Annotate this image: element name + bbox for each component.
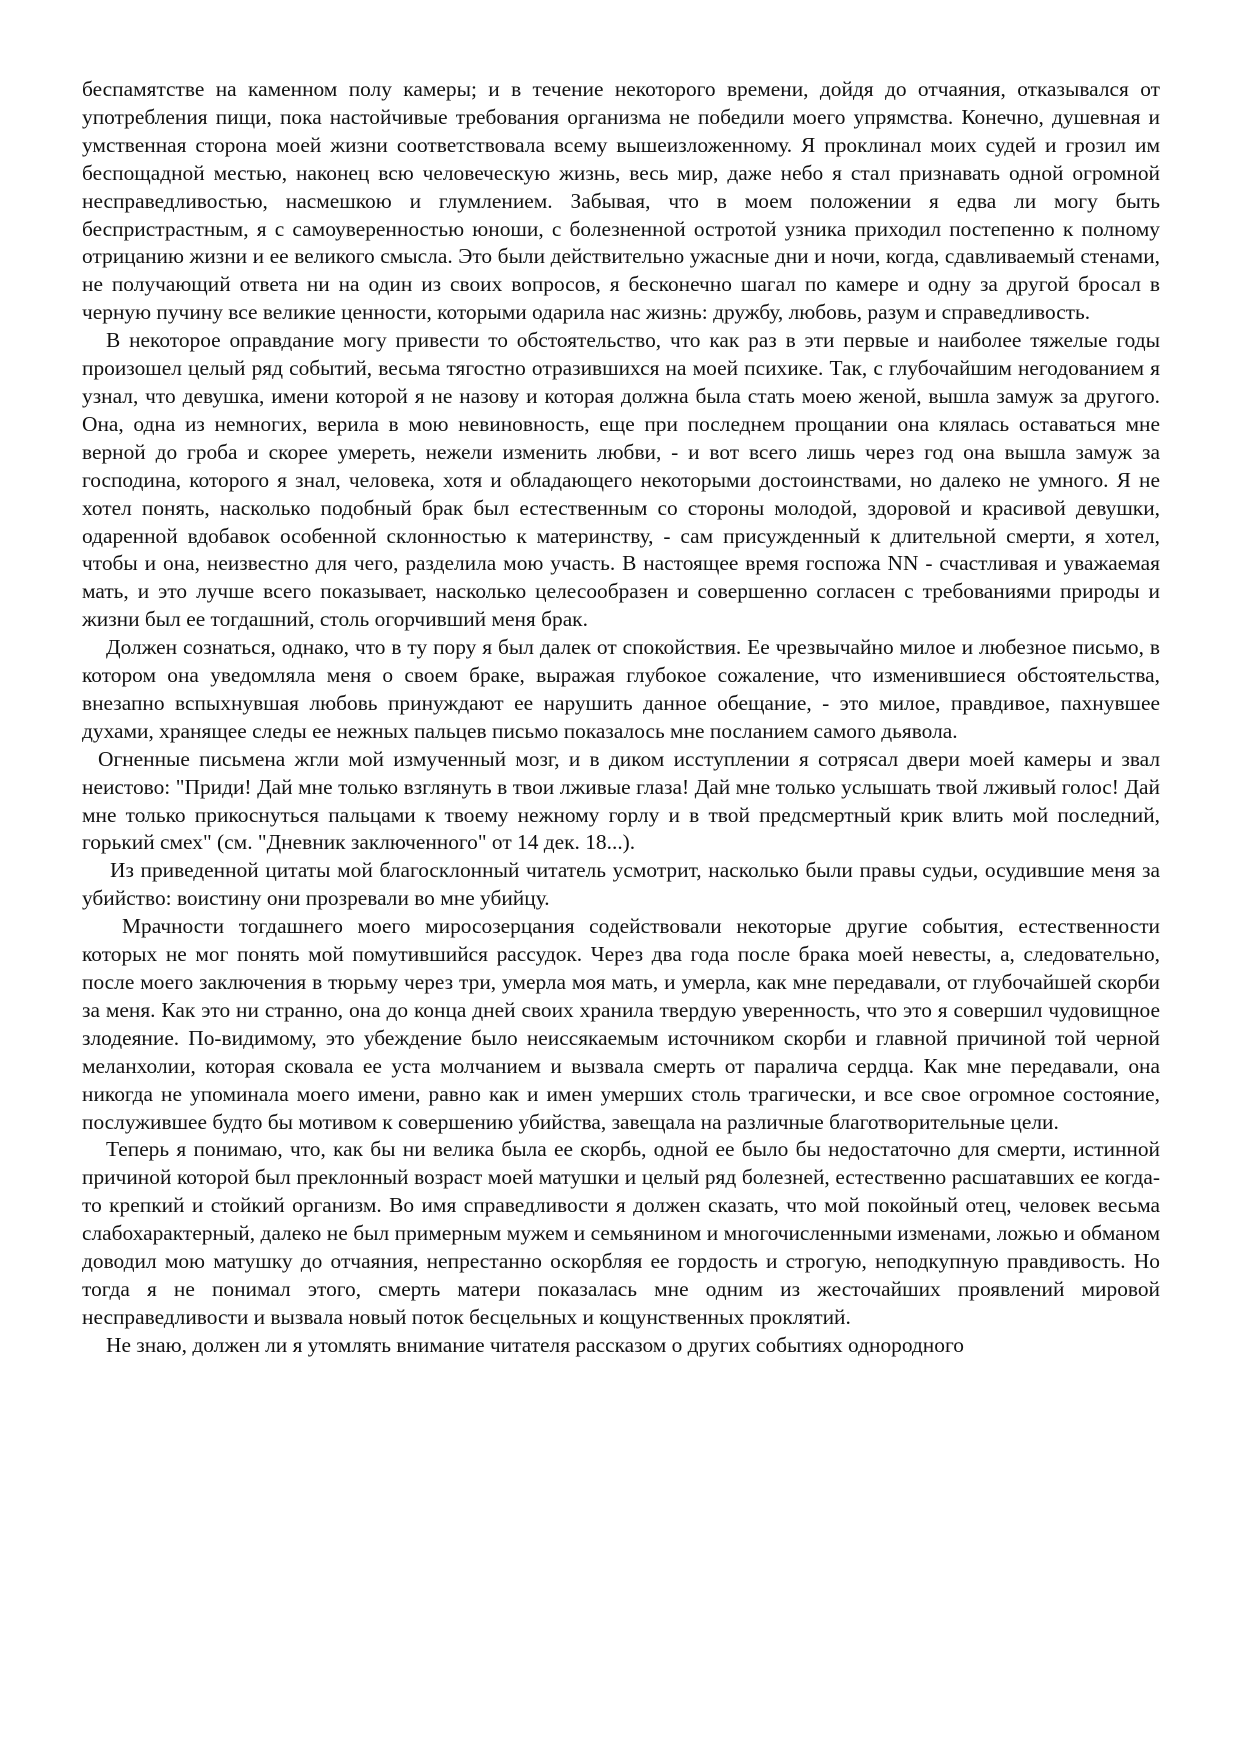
- paragraph-2: В некоторое оправдание могу привести то обстоятельство, что как раз в эти первые и наиболее тяжелые годы произошел целый ряд событий, весьма тягостно отразившихся на моей психике. Так, с глубочайшим негодованием я узнал, что девушка, имени которой я не назову и которая должна была стать моею женой, вышла замуж за другого. Она, одна из немногих, верила в мою невиновность, еще при последнем прощании она клялась оставаться мне верной до гроба и скорее умереть, нежели изменить любви, - и вот всего лишь через год она вышла замуж за господина, которого я знал, человека, хотя и обладающего некоторыми достоинствами, но далеко не умного. Я не хотел понять, насколько подобный брак был естественным со стороны молодой, здоровой и красивой девушки, одаренной вдобавок особенной склонностью к материнству, - сам присужденный к длительной смерти, я хотел, чтобы и она, неизвестно для чего, разделила мою участь. В настоящее время госпожа NN - счастливая и уважаемая мать, и это лучше всего показывает, насколько целесообразен и совершенно согласен с требованиями природы и жизни был ее тогдашний, столь огорчивший меня брак.: [82, 328, 1160, 632]
- paragraph-4: Огненные письмена жгли мой измученный мозг, и в диком исступлении я сотрясал двери моей камеры и звал неистово: "Приди! Дай мне только взглянуть в твои лживые глаза! Дай мне только услышать твой лживый голос! Дай мне только прикоснуться пальцами к твоему нежному горлу и в твой предсмертный крик влить мой последний, горький смех" (см. "Дневник заключенного" от 14 дек. 18...).: [82, 746, 1160, 855]
- paragraph-7: Теперь я понимаю, что, как бы ни велика была ее скорбь, одной ее было бы недостаточно для смерти, истинной причиной которой был преклонный возраст моей матушки и целый ряд болезней, естественно расшатавших ее когда-то крепкий и стойкий организм. Во имя справедливости я должен сказать, что мой покойный отец, человек весьма слабохарактерный, далеко не был примерным мужем и семьянином и многочисленными изменами, ложью и обманом доводил мою матушку до отчаяния, непрестанно оскорбляя ее гордость и строгую, неподкупную правдивость. Но тогда я не понимал этого, смерть матери показалась мне одним из жесточайших проявлений мировой несправедливости и вызвала новый поток бесцельных и кощунственных проклятий.: [82, 1137, 1160, 1329]
- paragraph-1: беспамятстве на каменном полу камеры; и в течение некоторого времени, дойдя до отчаяния, отказывался от употребления пищи, пока настойчивые требования организма не победили моего упрямства. Конечно, душевная и умственная сторона моей жизни соответствовала всему вышеизложенному. Я проклинал моих судей и грозил им беспощадной местью, наконец всю человеческую жизнь, весь мир, даже небо я стал признавать одной огромной несправедливостью, насмешкою и глумлением. Забывая, что в моем положении я едва ли могу быть беспристрастным, я с самоуверенностью юноши, с болезненной остротой узника приходил постепенно к полному отрицанию жизни и ее великого смысла. Это были действительно ужасные дни и ночи, когда, сдавливаемый стенами, не получающий ответа ни на один из своих вопросов, я бесконечно шагал по камере и одну за другой бросал в черную пучину все великие ценности, которыми одарила нас жизнь: дружбу, любовь, разум и справедливость.: [82, 77, 1160, 325]
- paragraph-8: Не знаю, должен ли я утомлять внимание читателя рассказом о других событиях однородного: [106, 1332, 964, 1357]
- document-page: [82, 76, 1160, 1360]
- paragraph-3: Должен сознаться, однако, что в ту пору я был далек от спокойствия. Ее чрезвычайно милое и любезное письмо, в котором она уведомляла меня о своем браке, выражая глубокое сожаление, что изменившиеся обстоятельства, внезапно вспыхнувшая любовь принуждают ее нарушить данное обещание, - это милое, правдивое, пахнувшее духами, хранящее следы ее нежных пальцев письмо показалось мне посланием самого дьявола.: [82, 635, 1160, 743]
- paragraph-5: Из приведенной цитаты мой благосклонный читатель усмотрит, насколько были правы судьи, осудившие меня за убийство: воистину они прозревали во мне убийцу.: [82, 858, 1160, 911]
- paragraph-6: Мрачности тогдашнего моего миросозерцания содействовали некоторые другие события, естественности которых не мог понять мой помутившийся рассудок. Через два года после брака моей невесты, а, следовательно, после моего заключения в тюрьму через три, умерла моя мать, и умерла, как мне передавали, от глубочайшей скорби за меня. Как это ни странно, она до конца дней своих хранила твердую уверенность, что это я совершил чудовищное злодеяние. По-видимому, это убеждение было неиссякаемым источником скорби и главной причиной той черной меланхолии, которая сковала ее уста молчанием и вызвала смерть от паралича сердца. Как мне передавали, она никогда не упоминала моего имени, равно как и имен умерших столь трагически, и все свое огромное состояние, послужившее будто бы мотивом к совершению убийства, завещала на различные благотворительные цели.: [82, 914, 1160, 1134]
